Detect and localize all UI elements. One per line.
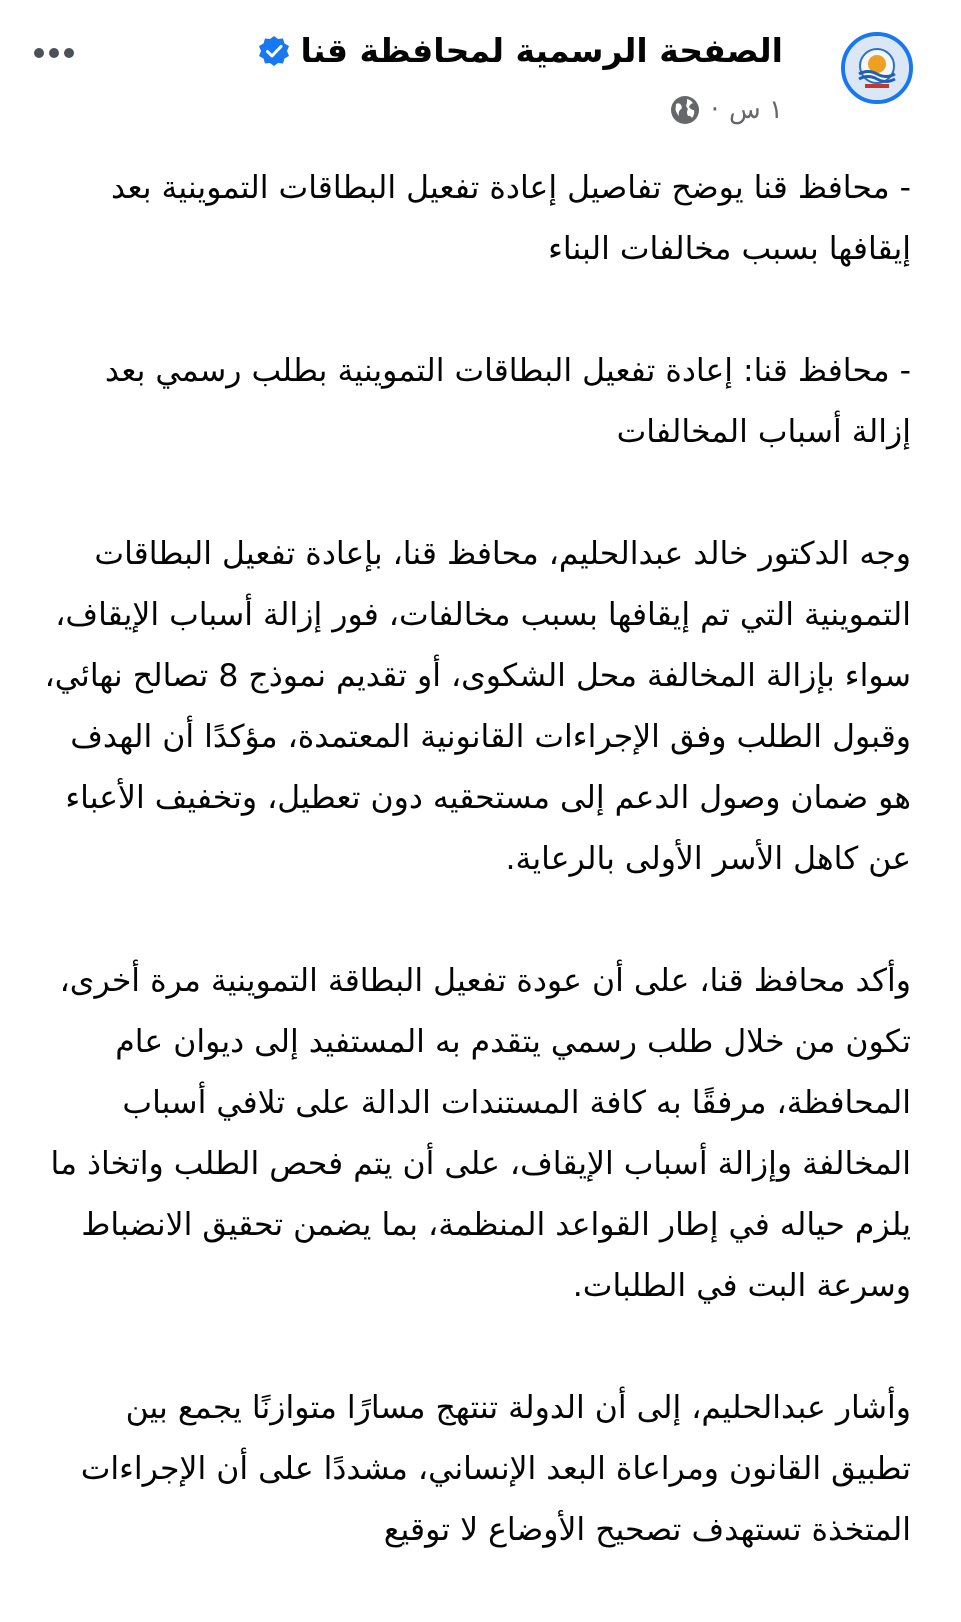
verified-badge-icon xyxy=(257,34,291,68)
post-paragraph: وجه الدكتور خالد عبدالحليم، محافظ قنا، بإعادة تفعيل البطاقات التموينية التي تم إيقافها بسبب مخالفات، فور إزالة أسباب الإيقاف، سواء بإزالة المخالفة محل الشكوى، أو تقديم نموذج 8 تصالح نهائي، وقبول الطلب وفق الإجراءات القانونية المعتمدة، مؤكدًا أن الهدف هو ضمان وصول الدعم إلى مستحقيه دون تعطيل، وتخفيف الأعباء عن كاهل الأسر الأولى بالرعاية. xyxy=(44,536,911,877)
more-options-icon xyxy=(34,48,44,58)
post-timestamp[interactable]: ١ س xyxy=(729,95,783,125)
governorate-logo-icon xyxy=(845,36,909,100)
globe-icon[interactable] xyxy=(669,94,701,126)
post-paragraph: وأكد محافظ قنا، على أن عودة تفعيل البطاقة التموينية مرة أخرى، تكون من خلال طلب رسمي يتقدم به المستفيد إلى ديوان عام المحافظة، مرفقًا به كافة المستندات الدالة على تلافي أسباب المخالفة وإزالة أسباب الإيقاف، على أن يتم فحص الطلب واتخاذ ما يلزم حياله في إطار القواعد المنظمة، بما يضمن تحقيق الانضباط وسرعة البت في الطلبات. xyxy=(50,963,911,1304)
post-paragraph: وأشار عبدالحليم، إلى أن الدولة تنتهج مسارًا متوازنًا يجمع بين تطبيق القانون ومراعاة البعد الإنساني، مشددًا على أن الإجراءات المتخذة تستهدف تصحيح الأوضاع لا توقيع xyxy=(80,1390,911,1548)
post-headline-1: - محافظ قنا يوضح تفاصيل إعادة تفعيل البطاقات التموينية بعد إيقافها بسبب مخالفات البناء xyxy=(111,170,911,267)
page-avatar[interactable] xyxy=(841,32,913,104)
page-name-row xyxy=(257,28,783,74)
post-body xyxy=(39,158,911,1622)
more-options-dot xyxy=(49,48,59,58)
post-meta xyxy=(669,90,783,130)
more-options-button[interactable] xyxy=(26,36,82,70)
meta-separator: · xyxy=(710,95,720,125)
post-headline-2: - محافظ قنا: إعادة تفعيل البطاقات التموينية بطلب رسمي بعد إزالة أسباب المخالفات xyxy=(104,353,911,450)
page-name[interactable]: الصفحة الرسمية لمحافظة قنا xyxy=(300,31,783,70)
more-options-dot xyxy=(64,48,74,58)
post-header xyxy=(0,28,961,148)
